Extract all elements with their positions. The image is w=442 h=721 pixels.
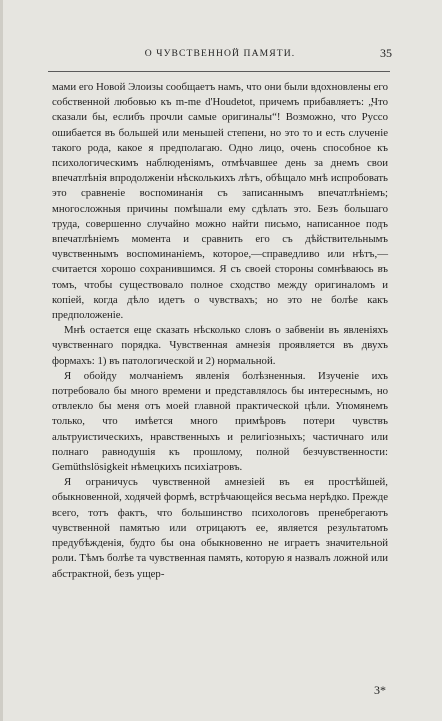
page-number: 35 bbox=[380, 46, 392, 60]
running-head: О ЧУВСТВЕННОЙ ПАМЯТИ. bbox=[144, 48, 296, 59]
body-text bbox=[52, 80, 388, 582]
signature-mark: 3* bbox=[374, 683, 386, 697]
paragraph-2: Мнѣ остается еще сказать нѣсколько словъ о забвеніи въ явленіяхъ чувственнаго порядка. Чувственная амнезія проявляется въ двухъ формахъ: 1) въ патологической и 2) нормальной. bbox=[52, 324, 388, 367]
paragraph-3: Я обойду молчаніемъ явленія болѣзненныя. Изученіе ихъ потребовало бы много времени и представлялось бы интереснымъ, но отвлекло бы меня отъ моей главной практической цѣли. Упомянемъ только, что имѣется много примѣровъ потери чувствъ альтруистическихъ, нравственныхъ и религіозныхъ; частичнаго или полнаго равнодушія къ прошлому, полной безчувственности: Gemüthslösigkeit нѣмецкихъ психіатровъ. bbox=[52, 369, 388, 474]
page-header bbox=[52, 46, 392, 64]
paragraph-1: мами его Новой Элоизы сообщаетъ намъ, что они были вдохновлены его собственной любовью къ m-me d'Houdetot, причемъ прибавляетъ: „Что сказали бы, еслибъ прочли самые оригиналы“! Возможно, что Руссо ошибается въ большей или меньшей степени, но это то и есть слученіе такого рода, какое я предполагаю. Одно лицо, очень способное къ психологическимъ наблюденіямъ, отмѣчавшее день за днемъ свои впечатлѣнія впродолженіи нѣсколькихъ лѣтъ, обѣщало мнѣ испробовать это сравненіе воспоминанія съ записаннымъ впечатлѣніемъ; многосложныя причины помѣшали ему сдѣлать это. Безъ большаго труда, совершенно случайно можно найти письмо, написанное подъ впечатлѣніемъ момента и сравнить его съ дѣйствительнымъ чувственнымъ воспоминаніемъ, которое,—справедливо или нѣтъ,—считается хорошо сохранившимся. Я съ своей стороны сомнѣваюсь въ томъ, чтобы существовало полное сходство между оригиналомъ и копіей, когда дѣло идетъ о чувствахъ; но это не болѣе какъ предположеніе. bbox=[52, 81, 388, 322]
page-edge bbox=[0, 0, 3, 721]
header-rule bbox=[48, 71, 390, 72]
paragraph-4: Я ограничусь чувственной амнезіей въ ея простѣйшей, обыкновенной, ходячей формѣ, встрѣчающейся весьма нерѣдко. Прежде всего, тотъ фактъ, что большинство психологовъ пренебрегаютъ чувственной памятью или отрицаютъ ее, является результатомъ предубѣжденія, будто бы она обыкновенно не играетъ значительной роли. Тѣмъ болѣе та чувственная память, которую я назвалъ ложной или абстрактной, безъ ущер- bbox=[52, 476, 388, 580]
